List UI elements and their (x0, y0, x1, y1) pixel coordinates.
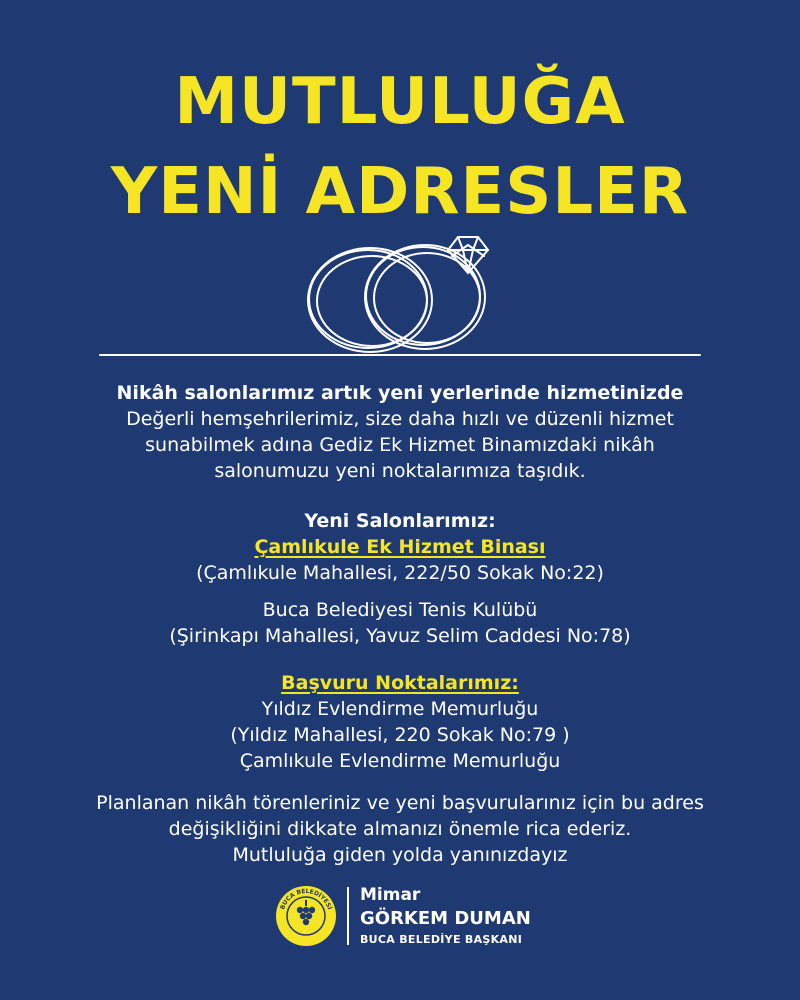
salons-heading: Yeni Salonlarımız: (304, 510, 496, 532)
signature-title: Mimar (360, 885, 421, 905)
closing-section (0, 790, 800, 868)
buca-municipality-emblem-icon (275, 885, 337, 947)
closing-line: Mutluluğa giden yolda yanınızdayız (232, 844, 568, 866)
closing-line: değişikliğini dikkate almanızı önemle rica ederiz. (168, 818, 632, 840)
title-line-2: YENİ ADRESLER (110, 155, 690, 229)
application-section (0, 670, 800, 774)
emblem-text: BUCA BELEDİYESİ (279, 887, 333, 911)
salon-2-address: (Şirinkapı Mahallesi, Yavuz Selim Caddesi No:78) (169, 625, 631, 647)
signature-role: BUCA BELEDİYE BAŞKANI (360, 933, 523, 946)
closing-line: Planlanan nikâh törenleriniz ve yeni başvurularınız için bu adres (96, 792, 704, 814)
application-point-1-name: Yıldız Evlendirme Memurluğu (261, 698, 539, 720)
application-heading: Başvuru Noktalarımız: (281, 672, 519, 694)
intro-line: Değerli hemşehrilerimiz, size daha hızlı ve düzenli hizmet (126, 408, 674, 430)
salons-section (0, 508, 800, 586)
salon-2 (0, 597, 800, 649)
application-point-1-address: (Yıldız Mahallesi, 220 Sokak No:79 ) (230, 724, 570, 746)
footer-divider (347, 887, 349, 945)
wedding-rings-icon (0, 225, 800, 365)
intro-heading: Nikâh salonlarımız artık yeni yerlerinde hizmetinizde (116, 382, 684, 404)
application-point-2-name: Çamlıkule Evlendirme Memurluğu (239, 750, 561, 772)
intro-line: salonumuzu yeni noktalarımıza taşıdık. (214, 460, 586, 482)
signature-name: GÖRKEM DUMAN (360, 908, 531, 929)
title-line-1: MUTLULUĞA (174, 65, 626, 139)
intro-section (0, 380, 800, 484)
signature-footer (275, 883, 575, 953)
salon-1-address: (Çamlıkule Mahallesi, 222/50 Sokak No:22) (196, 562, 604, 584)
intro-line: sunabilmek adına Gediz Ek Hizmet Binamızdaki nikâh (145, 434, 655, 456)
salon-1-name: Çamlıkule Ek Hizmet Binası (254, 536, 546, 558)
salon-2-name: Buca Belediyesi Tenis Kulübü (262, 599, 538, 621)
